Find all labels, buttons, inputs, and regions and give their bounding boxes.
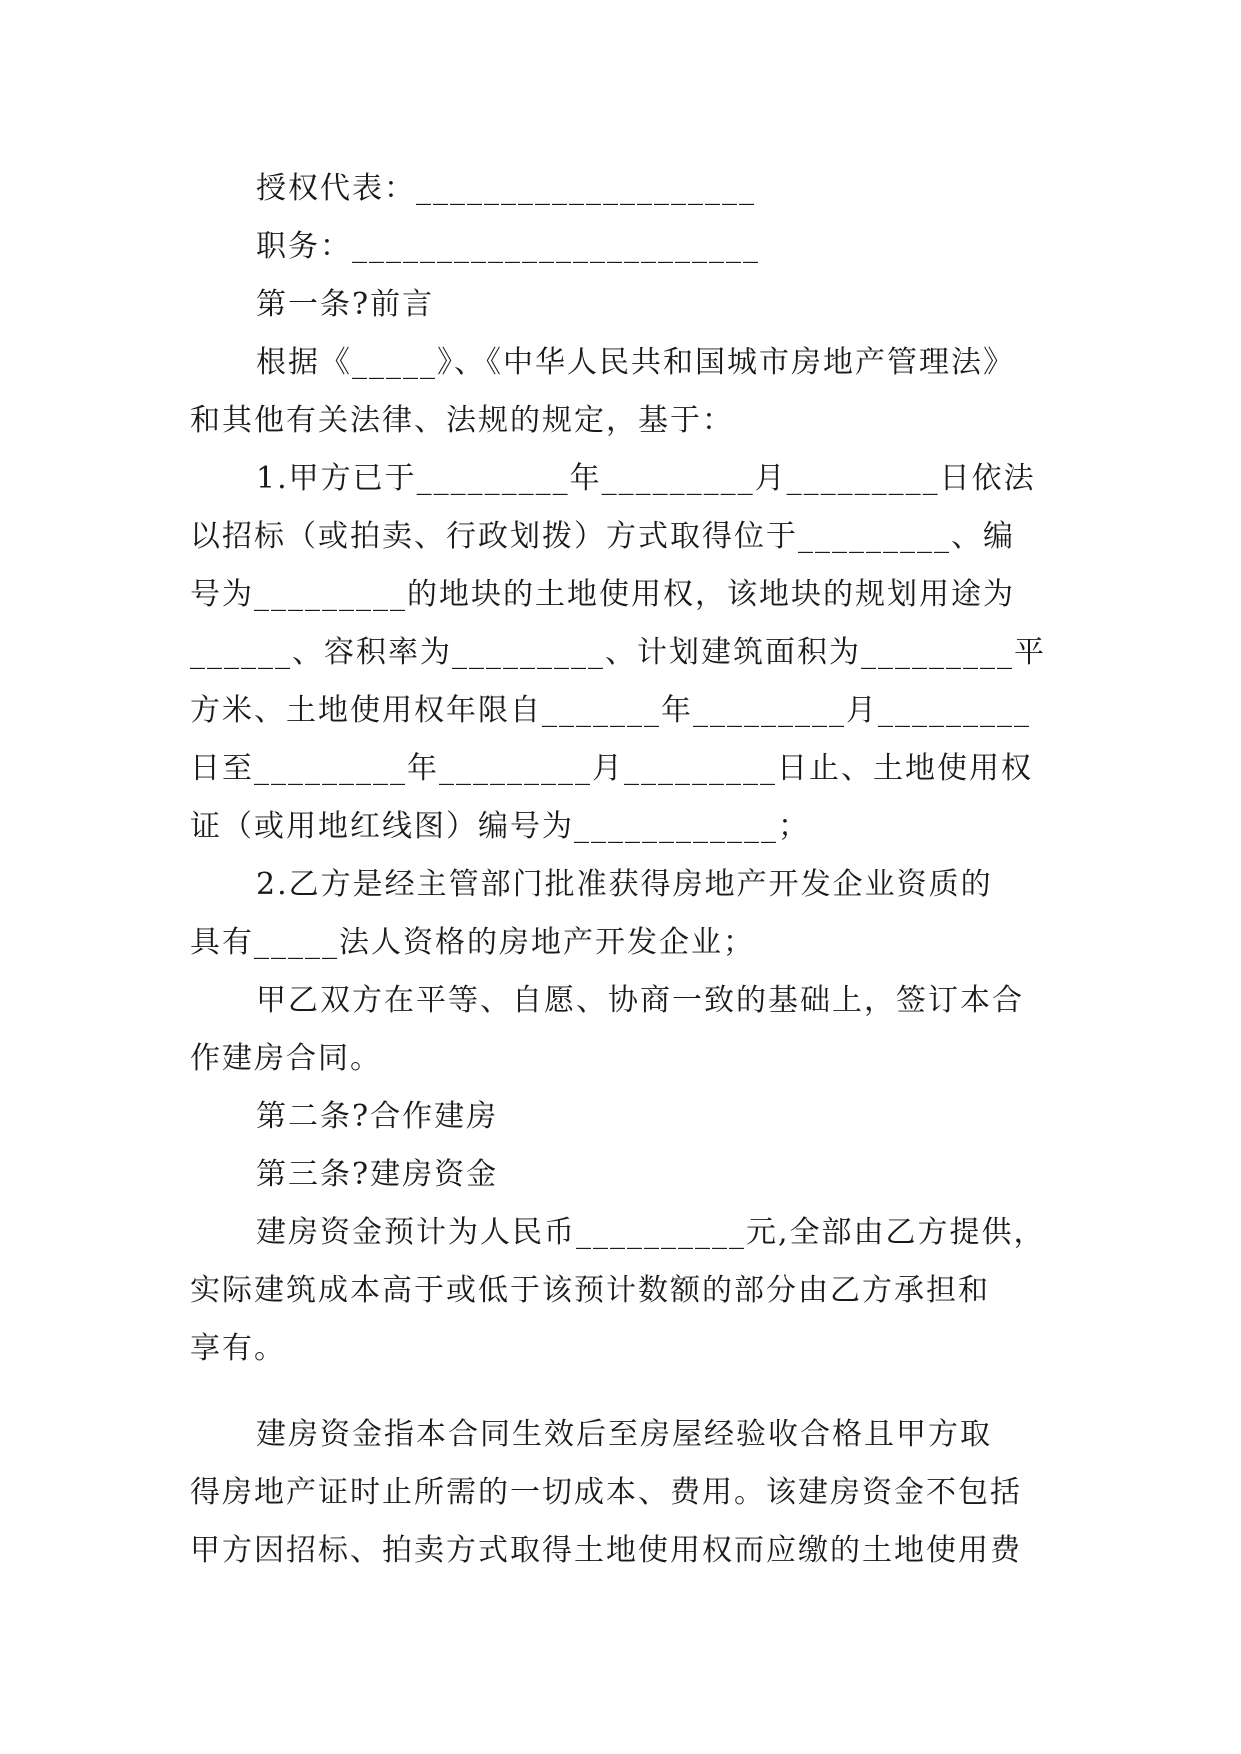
paragraph-line: 1.甲方已于_________年_________月_________日依法 — [256, 461, 1036, 496]
article-1-heading: 第一条?前言 — [256, 287, 435, 322]
paragraph-spacer — [190, 1378, 1050, 1406]
paragraph-line: 以招标（或拍卖、行政划拨）方式取得位于_________、编 — [190, 519, 1015, 554]
paragraph-line: 甲方因招标、拍卖方式取得土地使用权而应缴的土地使用费 — [190, 1533, 1022, 1568]
paragraph-line: 享有。 — [190, 1331, 286, 1366]
paragraph-line: 作建房合同。 — [190, 1041, 382, 1076]
paragraph-line: 甲乙双方在平等、自愿、协商一致的基础上，签订本合 — [256, 983, 1024, 1018]
article-3-heading: 第三条?建房资金 — [256, 1157, 499, 1192]
paragraph-line: 方米、土地使用权年限自_______年_________月_________ — [190, 693, 1031, 728]
paragraph-line: 日至_________年_________月_________日止、土地使用权 — [190, 751, 1033, 786]
paragraph-line: 建房资金指本合同生效后至房屋经验收合格且甲方取 — [256, 1417, 992, 1452]
paragraph-line: 号为_________的地块的土地使用权，该地块的规划用途为 — [190, 577, 1015, 612]
paragraph-line: 证（或用地红线图）编号为____________； — [190, 809, 810, 844]
paragraph-line: 根据《_____》、《中华人民共和国城市房地产管理法》 — [256, 345, 1015, 380]
authorized-representative-line: 授权代表：____________________ — [256, 171, 756, 206]
article-2-heading: 第二条?合作建房 — [256, 1099, 499, 1134]
position-line: 职务：________________________ — [256, 229, 760, 264]
paragraph-line: 2.乙方是经主管部门批准获得房地产开发企业资质的 — [256, 867, 993, 902]
paragraph-line: 具有_____法人资格的房地产开发企业； — [190, 925, 755, 960]
paragraph-line: ______、容积率为_________、计划建筑面积为_________平 — [190, 635, 1046, 670]
paragraph-line: 建房资金预计为人民币__________元,全部由乙方提供， — [256, 1215, 1046, 1250]
paragraph-line: 实际建筑成本高于或低于该预计数额的部分由乙方承担和 — [190, 1273, 990, 1308]
contract-text — [190, 160, 1050, 1580]
paragraph-line: 得房地产证时止所需的一切成本、费用。该建房资金不包括 — [190, 1475, 1022, 1510]
paragraph-line: 和其他有关法律、法规的规定，基于： — [190, 403, 734, 438]
